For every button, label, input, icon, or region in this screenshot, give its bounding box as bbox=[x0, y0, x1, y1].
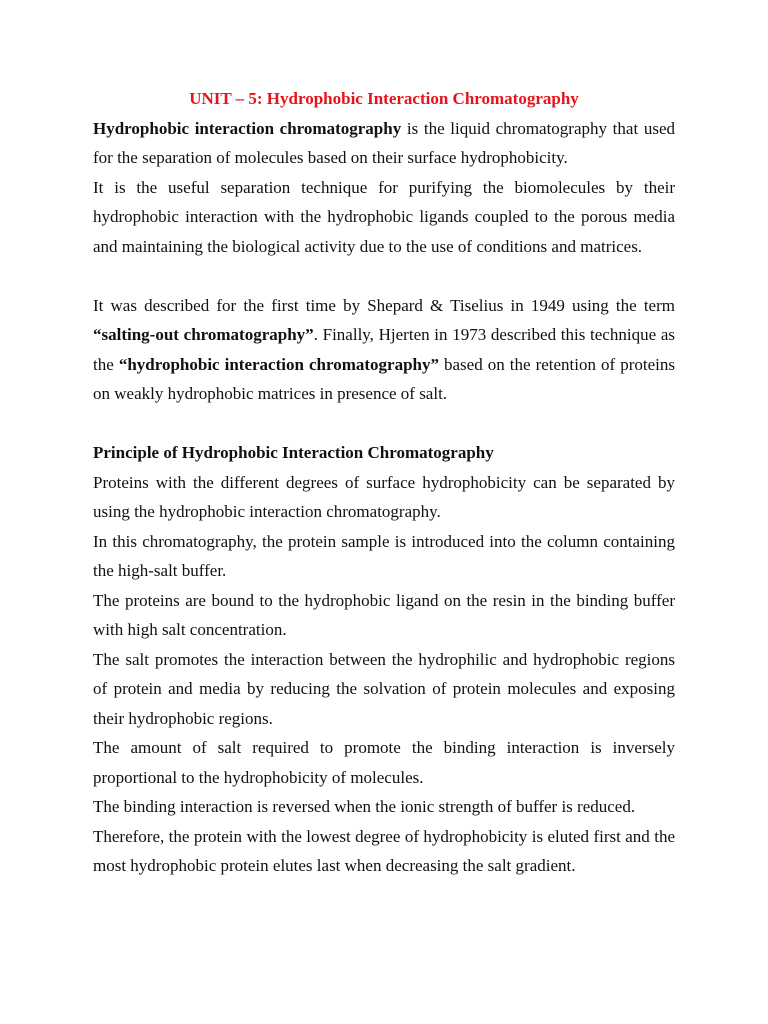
document-page bbox=[93, 84, 675, 881]
principle-paragraph-3: The proteins are bound to the hydrophobic ligand on the resin in the binding buffer with high salt concentration. bbox=[93, 590, 675, 639]
intro-paragraph-2: It is the useful separation technique for purifying the biomolecules by their hydrophobic interaction with the hydrophobic ligands coupled to the porous media and maintaining the biological activity due to the use of conditions and matrices. bbox=[93, 177, 675, 256]
principle-paragraph-2: In this chromatography, the protein sample is introduced into the column containing the high-salt buffer. bbox=[93, 531, 675, 580]
section-heading: Principle of Hydrophobic Interaction Chromatography bbox=[93, 443, 494, 462]
history-term-2: “hydrophobic interaction chromatography” bbox=[118, 354, 439, 374]
principle-paragraph-7: Therefore, the protein with the lowest degree of hydrophobicity is eluted first and the most hydrophobic protein elutes last when decreasing the salt gradient. bbox=[93, 826, 675, 875]
principle-paragraph-6: The binding interaction is reversed when the ionic strength of buffer is reduced. bbox=[93, 797, 636, 816]
principle-paragraph-4: The salt promotes the interaction between the hydrophilic and hydrophobic regions of protein and media by reducing the solvation of protein molecules and exposing their hydrophobic regions. bbox=[93, 649, 675, 728]
intro-paragraph-1 bbox=[93, 114, 675, 173]
intro-term: Hydrophobic interaction chromatography bbox=[93, 118, 402, 138]
history-paragraph bbox=[93, 291, 675, 409]
history-text-2: . Finally, Hjerten in 1973 described this technique as the bbox=[93, 325, 675, 374]
intro-paragraph-1-text: is the liquid chromatography that used for the separation of molecules based on their surface hydrophobicity. bbox=[93, 118, 675, 167]
principle-paragraph-1: Proteins with the different degrees of surface hydrophobicity can be separated by using the hydrophobic interaction chromatography. bbox=[93, 472, 675, 521]
history-text-3: based on the retention of proteins on weakly hydrophobic matrices in presence of salt. bbox=[93, 354, 675, 403]
history-text-1: It was described for the first time by Shepard & Tiselius in 1949 using the term bbox=[93, 295, 675, 315]
history-term-1: “salting-out chromatography” bbox=[93, 325, 314, 344]
spacer bbox=[93, 409, 675, 439]
page-title: UNIT – 5: Hydrophobic Interaction Chromatography bbox=[189, 89, 579, 108]
spacer bbox=[93, 261, 675, 291]
principle-paragraph-5: The amount of salt required to promote the binding interaction is inversely proportional to the hydrophobicity of molecules. bbox=[93, 738, 675, 787]
